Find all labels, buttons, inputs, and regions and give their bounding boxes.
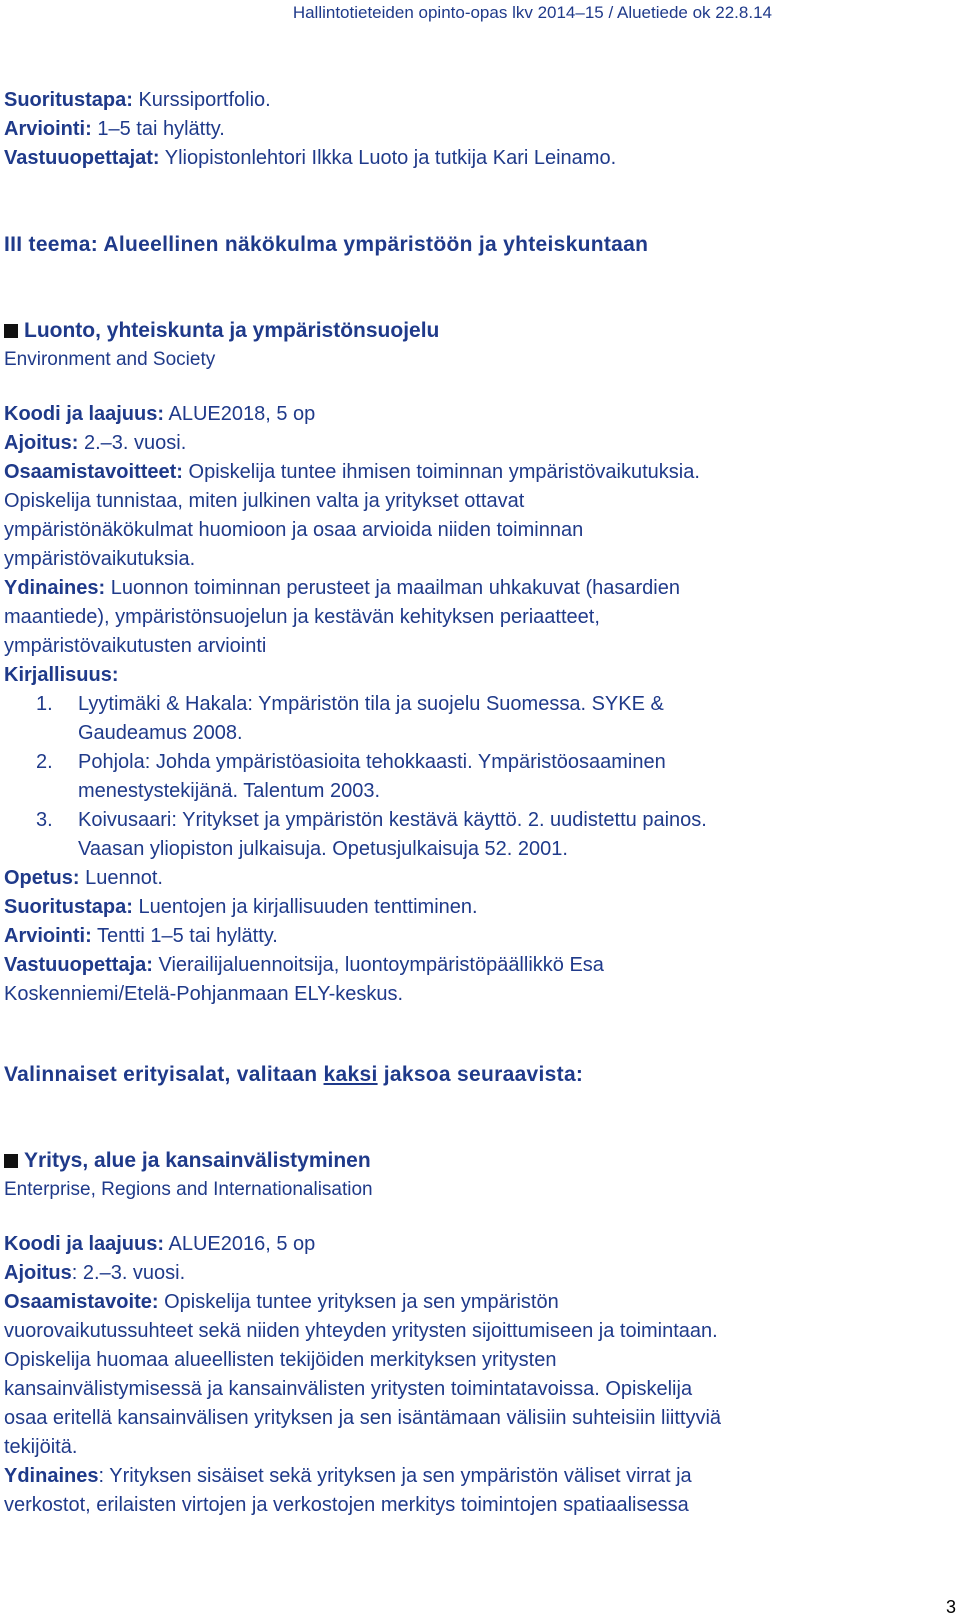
vastuuopettaja-label: Vastuuopettaja: [4,954,153,976]
osaamis-line: kansainvälistymisessä ja kansainvälisten yritysten toimintatavoissa. Opiskelija [4,1378,693,1400]
bullet-square-icon [4,1154,18,1168]
literature-line: Gaudeamus 2008. [78,722,243,744]
bullet-square-icon [4,324,18,338]
valinnaiset-underlined: kaksi [323,1063,378,1086]
ydinaines-line: Luonnon toiminnan perusteet ja maailman uhkakuvat (hasardien [105,577,680,599]
course-1-title: Luonto, yhteiskunta ja ympäristönsuojelu [24,319,440,342]
ajoitus-label: Ajoitus: [4,432,79,454]
suoritustapa-label: Suoritustapa: [4,896,133,918]
osaamis-line: osaa eritellä kansainvälisen yrityksen ja sen isäntämaan välisiin suhteisiin liittyviä [4,1407,722,1429]
arviointi-label: Arviointi: [4,925,92,947]
valinnaiset-text: Valinnaiset erityisalat, valitaan [4,1063,324,1086]
literature-item [4,748,924,806]
suoritustapa-value: Luentojen ja kirjallisuuden tenttiminen. [132,896,478,918]
osaamistavoite-label: Osaamistavoite: [4,1291,159,1313]
osaamis-line: vuorovaikutussuhteet sekä niiden yhteyden yritysten sijoittumiseen ja toimintaan. [4,1320,718,1342]
course-2-subtitle: Enterprise, Regions and Internationalisation [4,1179,373,1200]
running-header: Hallintotieteiden opinto-opas lkv 2014–15 / Aluetiede ok 22.8.14 [292,3,772,22]
suoritustapa-label: Suoritustapa: [4,89,133,111]
valinnaiset-text: jaksoa seuraavista: [377,1063,584,1086]
literature-line: Koivusaari: Yritykset ja ympäristön kestävä käyttö. 2. uudistettu painos. [78,809,707,831]
course-1-subtitle: Environment and Society [4,349,216,370]
ajoitus-label: Ajoitus [4,1262,72,1284]
course-2-details [4,1230,924,1520]
koodi-value: ALUE2016, 5 op [164,1233,316,1255]
osaamis-line: Opiskelija tuntee ihmisen toiminnan ympäristövaikutuksia. [182,461,700,483]
osaamis-line: Opiskelija tuntee yrityksen ja sen ympäristön [158,1291,559,1313]
valinnaiset-heading-block [4,1060,924,1089]
arviointi-value: 1–5 tai hylätty. [91,118,225,140]
page-number: 3 [945,1597,956,1617]
ajoitus-value: : 2.–3. vuosi. [71,1262,186,1284]
koodi-value: ALUE2018, 5 op [164,403,316,425]
osaamis-line: ympäristönäkökulmat huomioon ja osaa arvioida niiden toiminnan [4,519,584,541]
vastuuopettaja-line: Vierailijaluennoitsija, luontoympäristöpäällikkö Esa [152,954,604,976]
opetus-value: Luennot. [79,867,163,889]
literature-number: 3. [36,809,53,831]
valinnaiset-heading [4,1060,924,1089]
osaamis-line: tekijöitä. [4,1436,78,1458]
koodi-label: Koodi ja laajuus: [4,403,165,425]
course-1-details [4,400,924,1009]
literature-number: 2. [36,751,53,773]
literature-line: Lyytimäki & Hakala: Ympäristön tila ja suojelu Suomessa. SYKE & [78,693,664,715]
literature-line: Vaasan yliopiston julkaisuja. Opetusjulkaisuja 52. 2001. [78,838,568,860]
literature-item [4,690,924,748]
osaamis-line: ympäristövaikutuksia. [4,548,196,570]
vastuuopettajat-label: Vastuuopettajat: [4,147,160,169]
literature-line: menestystekijänä. Talentum 2003. [78,780,381,802]
course-2-title: Yritys, alue ja kansainvälistyminen [24,1149,371,1172]
course-1 [4,316,924,374]
ydinaines-line: verkostot, erilaisten virtojen ja verkostojen merkitys toimintojen spatiaalisessa [4,1494,689,1516]
vastuuopettaja-line: Koskenniemi/Etelä-Pohjanmaan ELY-keskus. [4,983,404,1005]
koodi-label: Koodi ja laajuus: [4,1233,165,1255]
ydinaines-label: Ydinaines: [4,577,106,599]
ydinaines-line: maantiede), ympäristönsuojelun ja kestävän kehityksen periaatteet, [4,606,600,628]
literature-line: Pohjola: Johda ympäristöasioita tehokkaasti. Ympäristöosaaminen [78,751,666,773]
opetus-label: Opetus: [4,867,80,889]
kirjallisuus-label: Kirjallisuus: [4,664,119,686]
literature-item [4,806,924,864]
ydinaines-line: : Yrityksen sisäiset sekä yrityksen ja sen ympäristön väliset virrat ja [98,1465,692,1487]
osaamis-line: Opiskelija tunnistaa, miten julkinen valta ja yritykset ottavat [4,490,525,512]
previous-course-tail [4,86,924,173]
theme-heading: III teema: Alueellinen näkökulma ympäristöön ja yhteiskuntaan [4,233,649,256]
arviointi-value: Tentti 1–5 tai hylätty. [91,925,278,947]
osaamis-line: Opiskelija huomaa alueellisten tekijöiden merkityksen yritysten [4,1349,557,1371]
suoritustapa-value: Kurssiportfolio. [132,89,271,111]
osaamistavoitteet-label: Osaamistavoitteet: [4,461,183,483]
theme-heading-block [4,230,924,259]
ajoitus-value: 2.–3. vuosi. [78,432,187,454]
ydinaines-line: ympäristövaikutusten arviointi [4,635,267,657]
vastuuopettajat-value: Yliopistonlehtori Ilkka Luoto ja tutkija Kari Leinamo. [159,147,617,169]
ydinaines-label: Ydinaines [4,1465,99,1487]
arviointi-label: Arviointi: [4,118,92,140]
course-2 [4,1146,924,1204]
literature-number: 1. [36,693,53,715]
